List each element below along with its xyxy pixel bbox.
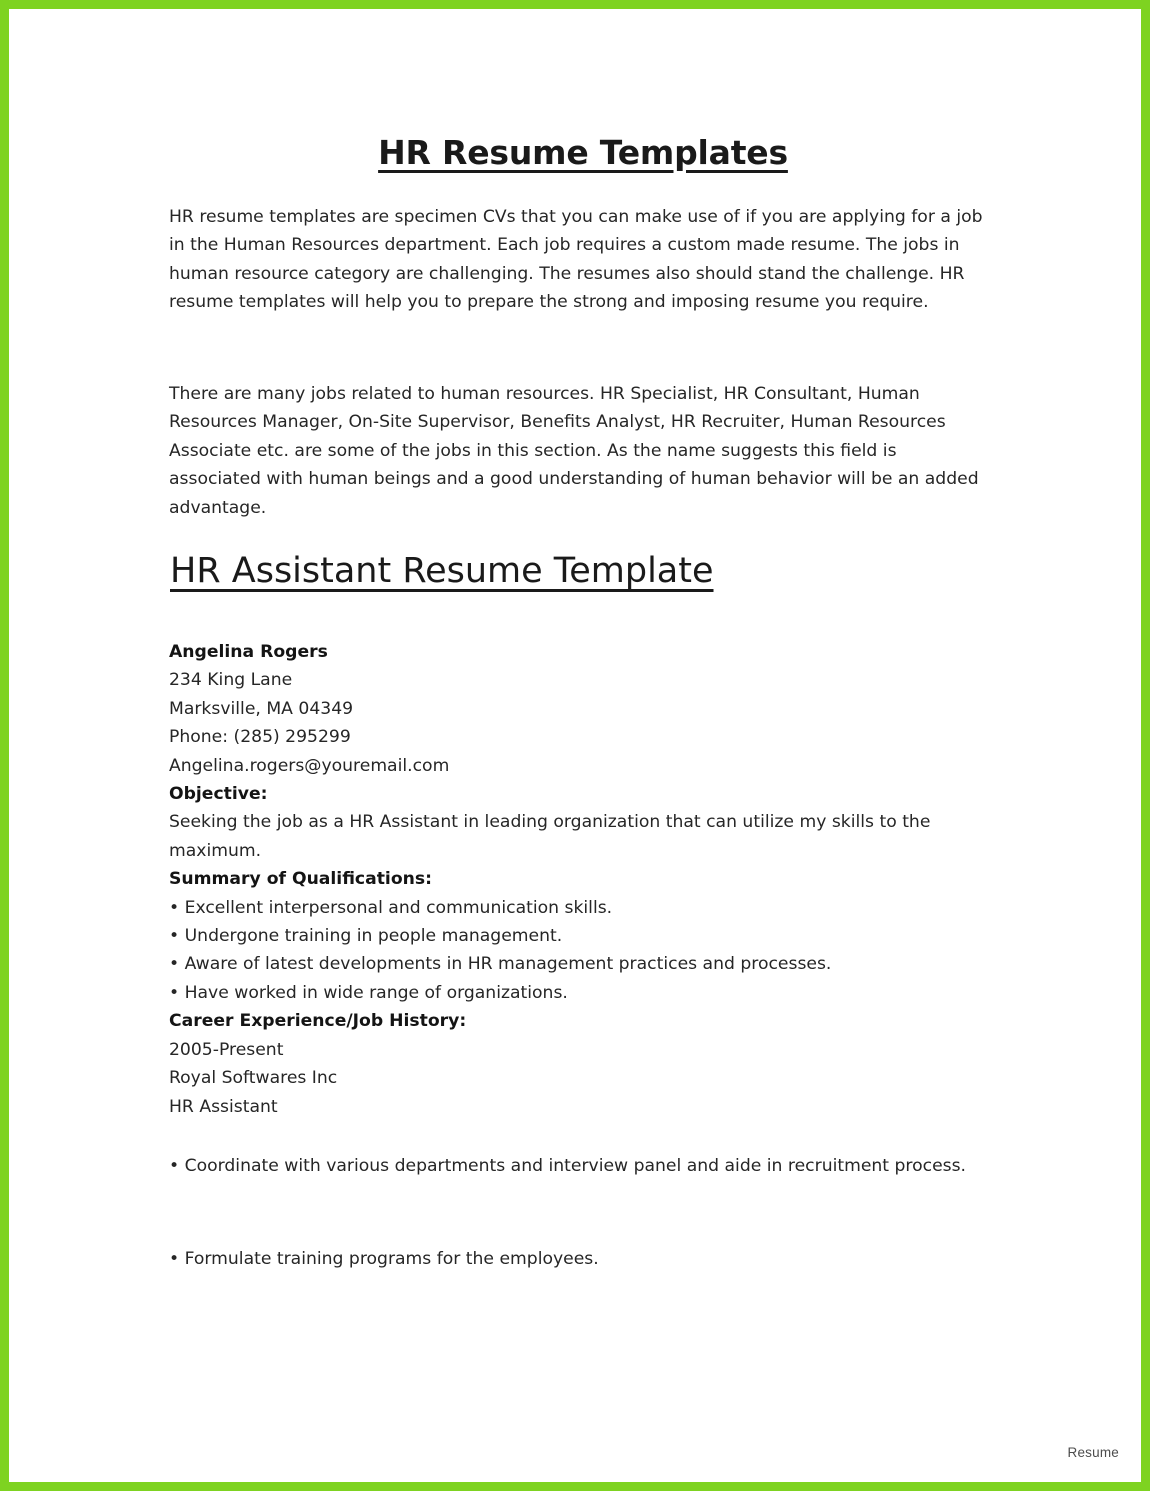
objective-text: Seeking the job as a HR Assistant in leading organization that can utilize my skills to the maximum. [169, 812, 931, 861]
page-title: HR Resume Templates [378, 133, 788, 172]
resume-details [169, 638, 993, 1121]
candidate-phone: Phone: (285) 295299 [169, 727, 351, 748]
page-border-top [0, 0, 1150, 9]
page-border-bottom [0, 1482, 1150, 1491]
career-history-label: Career Experience/Job History: [169, 1011, 467, 1032]
footer-label: Resume [1067, 1445, 1119, 1460]
qualification-item: • Aware of latest developments in HR management practices and processes. [169, 954, 832, 975]
qualification-item: • Undergone training in people management. [169, 926, 563, 947]
objective-label: Objective: [169, 784, 268, 805]
jobs-paragraph: There are many jobs related to human resources. HR Specialist, HR Consultant, Human Resources Manager, On-Site Supervisor, Benefits Analyst, HR Recruiter, Human Resources Associate etc. are some of the jobs in this section. As the name suggests this field is associated with human beings and a good understanding of human behavior will be an added advantage. [169, 384, 979, 518]
intro-paragraph: HR resume templates are specimen CVs that you can make use of if you are applying for a job in the Human Resources department. Each job requires a custom made resume. The jobs in human resource category are challenging. The resumes also should stand the challenge. HR resume templates will help you to prepare the strong and imposing resume you require. [169, 207, 983, 313]
qualification-item: • Have worked in wide range of organizations. [169, 982, 568, 1003]
qualifications-label: Summary of Qualifications: [169, 869, 432, 890]
career-dates: 2005-Present [169, 1039, 284, 1060]
career-company: Royal Softwares Inc [169, 1068, 338, 1089]
candidate-city-state-zip: Marksville, MA 04349 [169, 698, 354, 719]
qualification-item: • Excellent interpersonal and communication skills. [169, 897, 613, 918]
candidate-email: Angelina.rogers@youremail.com [169, 755, 450, 776]
section-heading-hr-assistant-resume-template: HR Assistant Resume Template [170, 551, 714, 591]
duty-item: • Coordinate with various departments and interview panel and aide in recruitment process. [169, 1156, 967, 1176]
career-role: HR Assistant [169, 1096, 278, 1117]
candidate-street: 234 King Lane [169, 670, 293, 691]
page-border-left [0, 0, 9, 1491]
duty-item: • Formulate training programs for the employees. [169, 1249, 599, 1269]
page-border-right [1141, 0, 1150, 1491]
candidate-name: Angelina Rogers [169, 642, 328, 662]
